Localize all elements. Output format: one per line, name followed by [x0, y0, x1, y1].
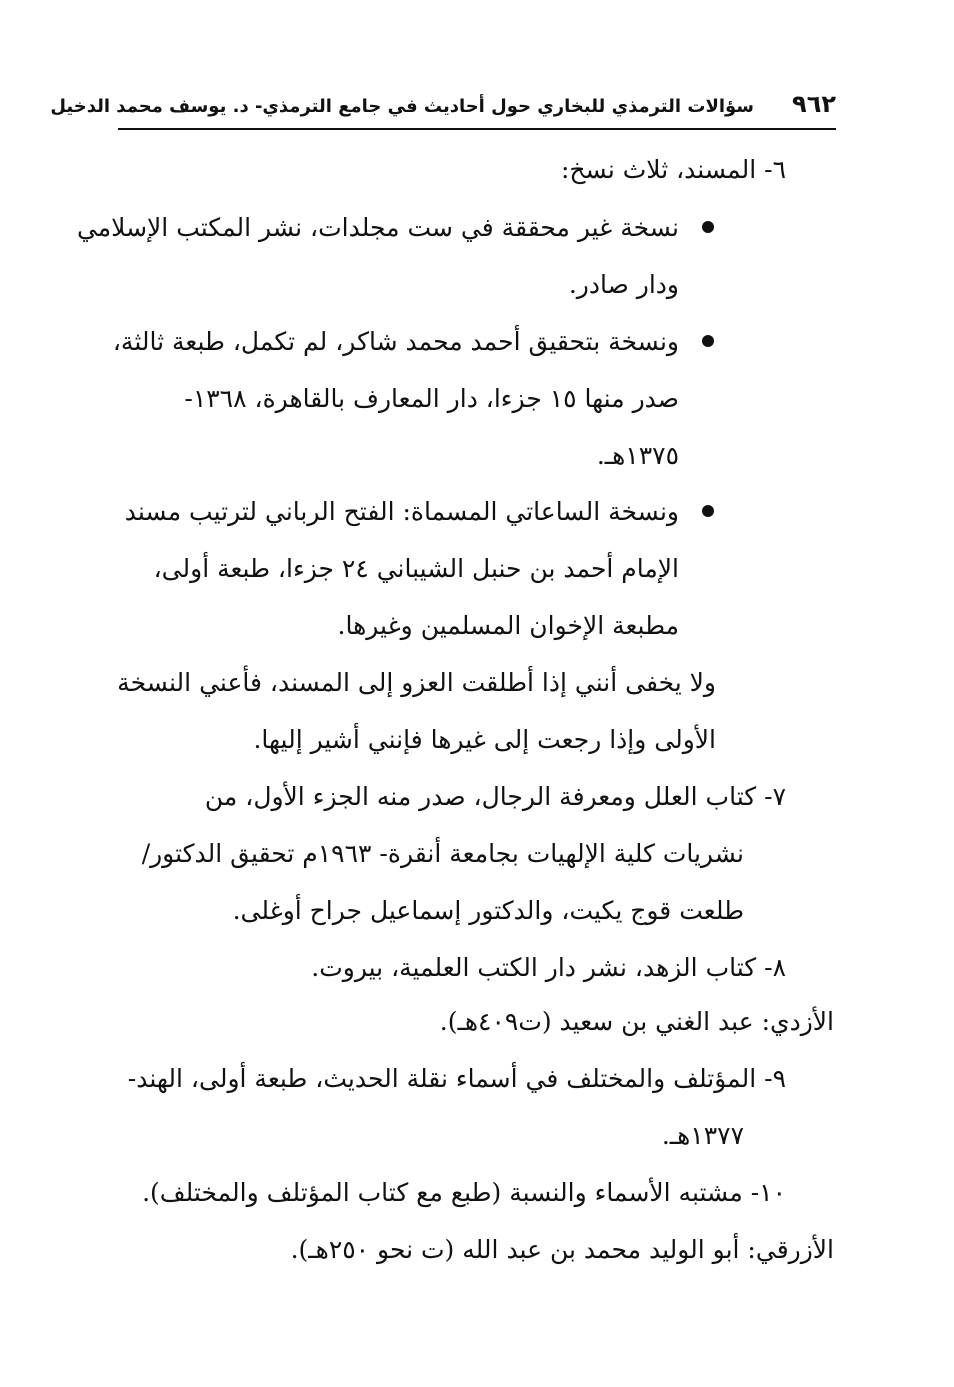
text-line: ونسخة بتحقيق أحمد محمد شاكر، لم تكمل، طبعة ثالثة، [112, 327, 679, 356]
text-line: ونسخة الساعاتي المسماة: الفتح الرباني لترتيب مسند [124, 497, 679, 526]
text-line: الأولى وإذا رجعت إلى غيرها فإنني أشير إليها. [253, 725, 716, 754]
text-line: ١٣٧٥هـ. [596, 441, 679, 470]
list-item-zuhd: ٨- كتاب الزهد، نشر دار الكتب العلمية، بيروت. [311, 953, 786, 982]
bullet-icon [702, 221, 714, 233]
text-line: ١٣٧٧هـ. [661, 1121, 744, 1150]
text-line: الإمام أحمد بن حنبل الشيباني ٢٤ جزءا، طبعة أولى، [153, 554, 679, 583]
text-line: نشريات كلية الإلهيات بجامعة أنقرة- ١٩٦٣م تحقيق الدكتور/ [141, 839, 744, 868]
bullet-icon [702, 335, 714, 347]
text-line: طلعت قوج يكيت، والدكتور إسماعيل جراح أوغلى. [232, 896, 744, 925]
bullet-icon [702, 505, 714, 517]
page-number: ٩٦٢ [792, 90, 836, 118]
author-entry-azraqi: الأزرقي: أبو الوليد محمد بن عبد الله (ت نحو ٢٥٠هـ). [290, 1235, 834, 1264]
list-item-musnad: ٦- المسند، ثلاث نسخ: [560, 155, 786, 184]
text-line: صدر منها ١٥ جزءا، دار المعارف بالقاهرة، ١٣٦٨- [184, 384, 679, 413]
list-item-mushtabah: ١٠- مشتبه الأسماء والنسبة (طبع مع كتاب المؤتلف والمختلف). [142, 1178, 786, 1207]
running-title: سؤالات الترمذي للبخاري حول أحاديث في جامع الترمذي- د. يوسف محمد الدخيل [50, 96, 754, 117]
list-item-ilal: ٧- كتاب العلل ومعرفة الرجال، صدر منه الجزء الأول، من [204, 782, 786, 811]
running-header [50, 88, 836, 130]
author-entry-azdi: الأزدي: عبد الغني بن سعيد (ت٤٠٩هـ). [439, 1007, 834, 1036]
list-item-mutalif: ٩- المؤتلف والمختلف في أسماء نقلة الحديث، طبعة أولى، الهند- [127, 1064, 786, 1093]
text-line: نسخة غير محققة في ست مجلدات، نشر المكتب الإسلامي [76, 213, 679, 242]
text-line: مطبعة الإخوان المسلمين وغيرها. [337, 611, 679, 640]
text-line: ولا يخفى أنني إذا أطلقت العزو إلى المسند، فأعني النسخة [117, 668, 716, 697]
text-line: ودار صادر. [568, 270, 679, 299]
